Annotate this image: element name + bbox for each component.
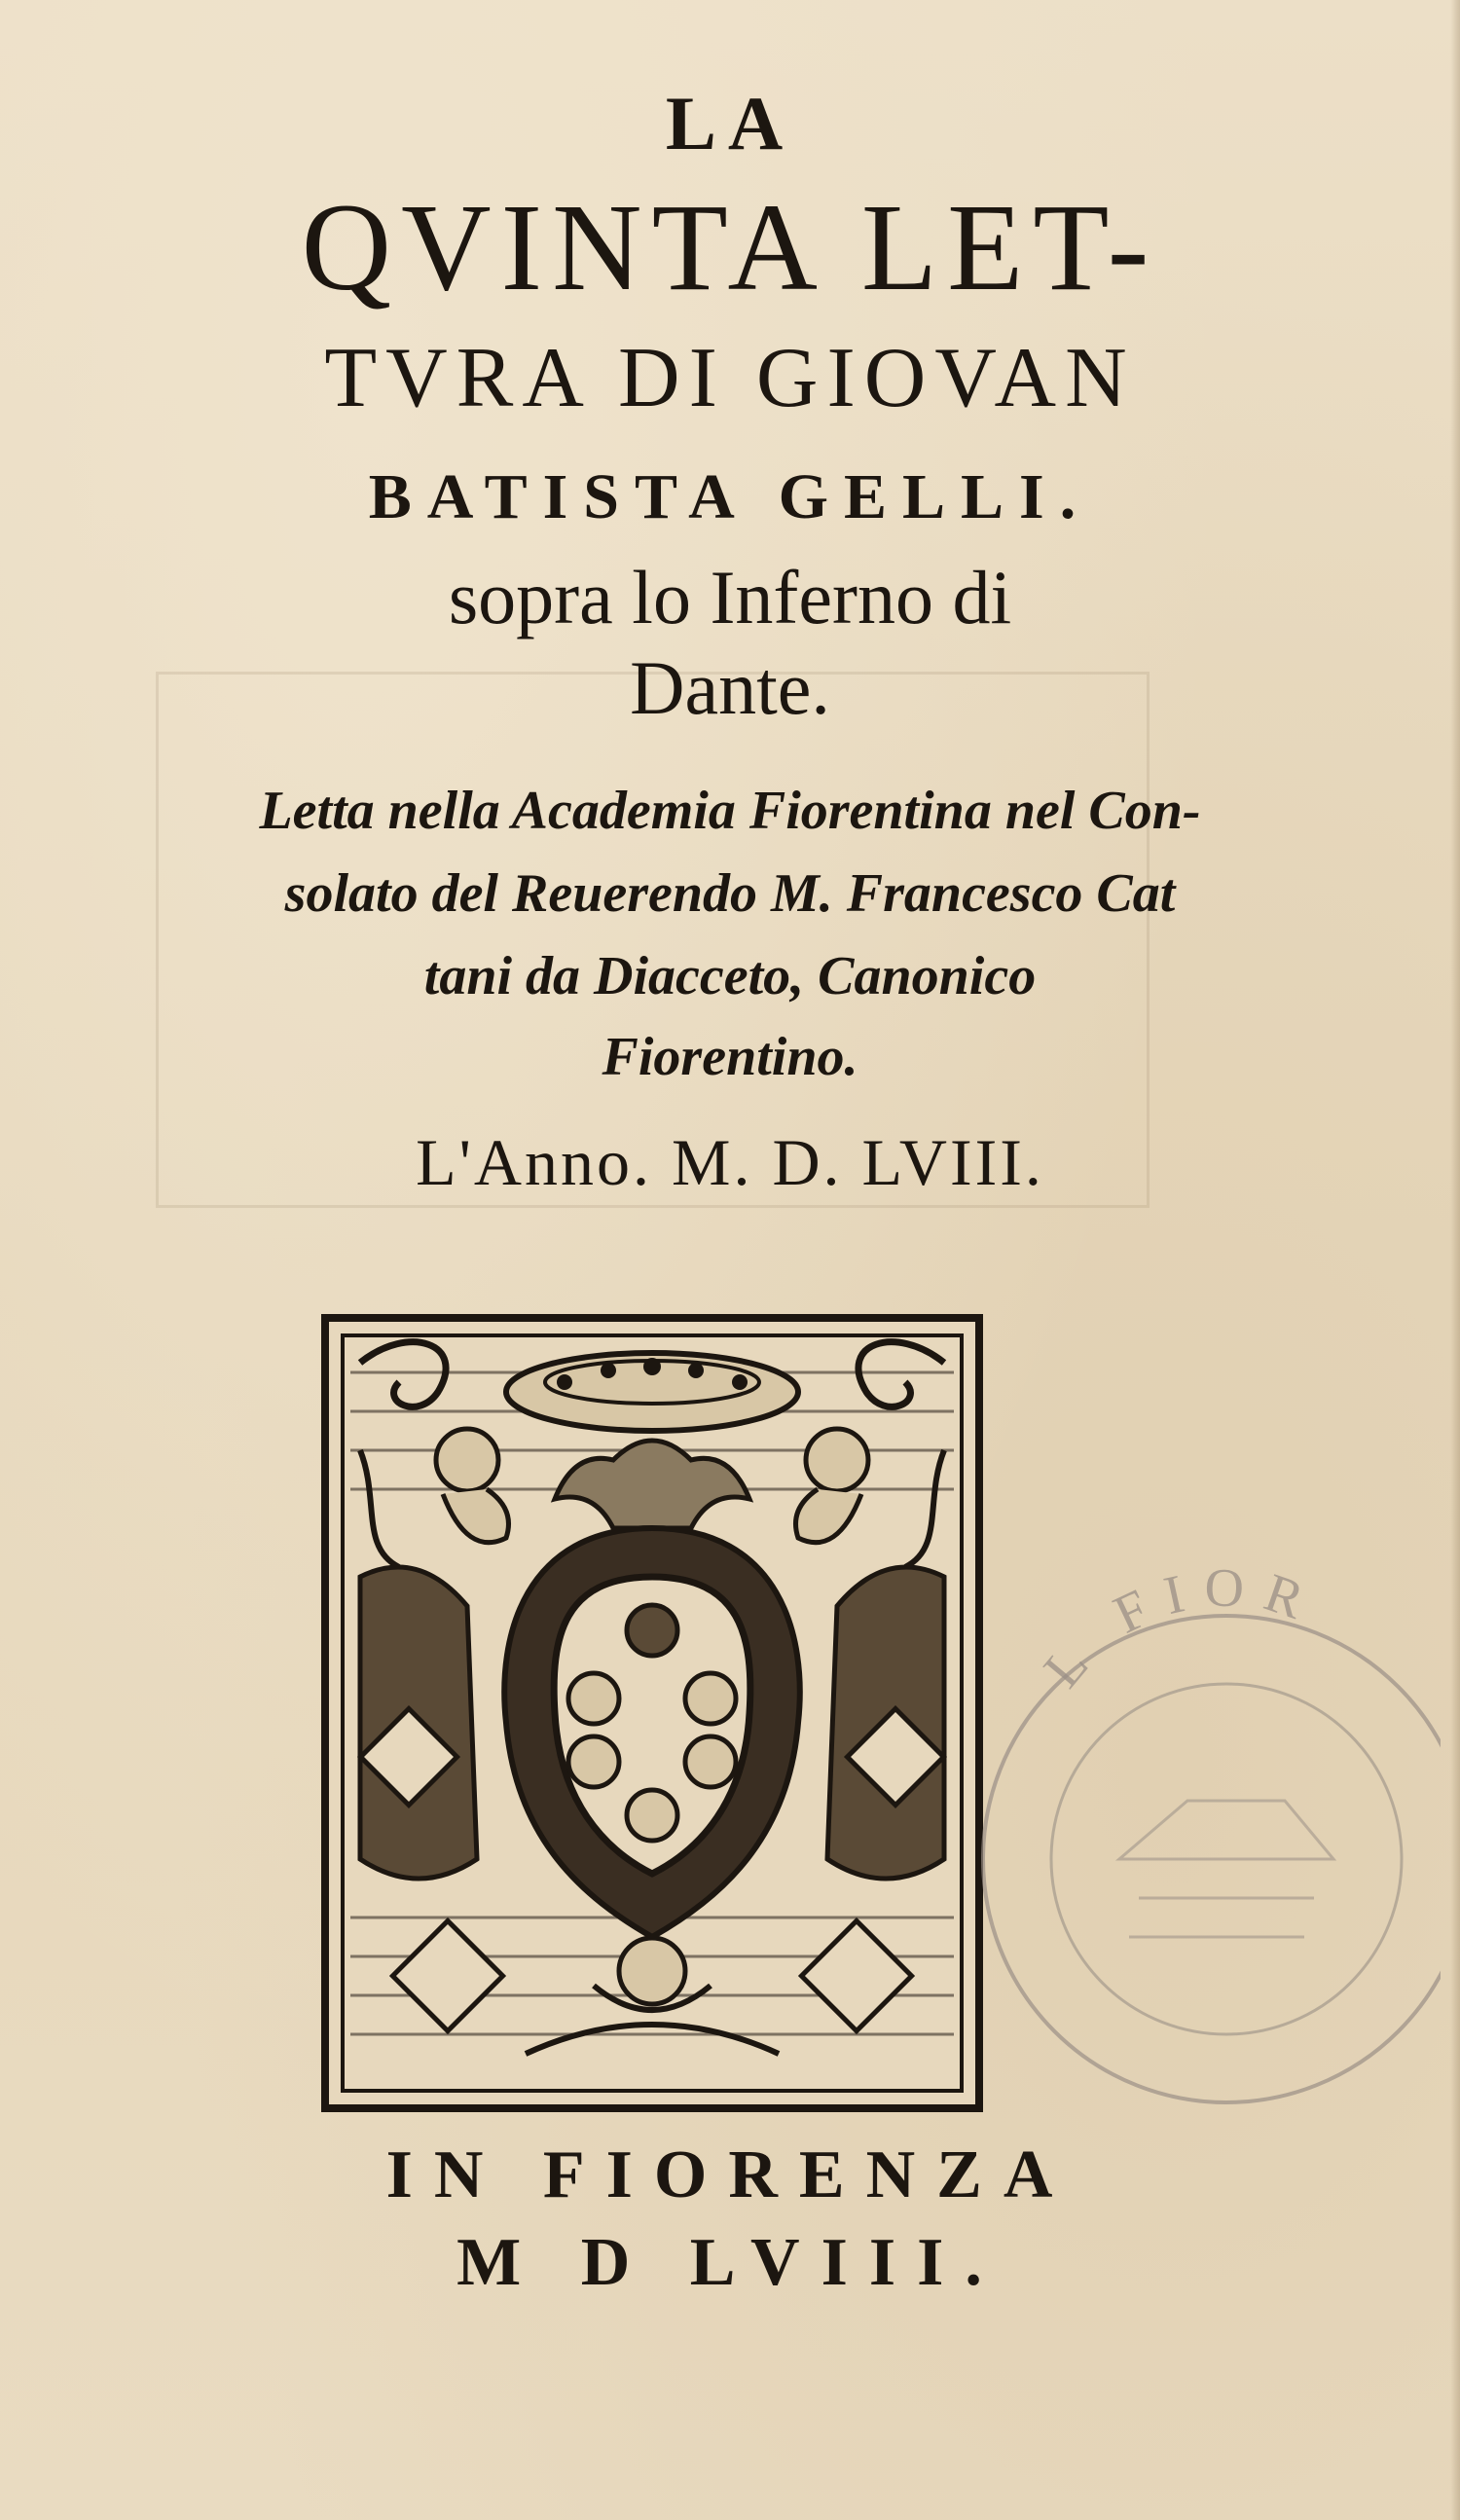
library-stamp: [973, 1567, 1441, 2151]
page-edge-shadow: [1450, 0, 1460, 2520]
svg-text:L FIOR: [1033, 1567, 1328, 1699]
medici-coat-of-arms-woodcut: [321, 1314, 983, 2112]
imprint-place: IN FIORENZA: [385, 2137, 1075, 2212]
subtitle-line-1: Letta nella Academia Fiorentina nel Con-: [259, 781, 1201, 841]
date-line: L'Anno. M. D. LVIII.: [416, 1125, 1044, 1199]
title-line-5: sopra lo Inferno di: [448, 555, 1012, 639]
title-line-1: LA: [665, 81, 795, 165]
imprint-year: M D LVIII.: [456, 2225, 1004, 2300]
title-line-2: QVINTA LET-: [301, 178, 1159, 316]
title-line-6: Dante.: [630, 645, 830, 730]
subtitle-line-4: Fiorentino.: [602, 1027, 858, 1087]
stamp-text: L FIOR: [1032, 1567, 1329, 1699]
title-line-4: BATISTA GELLI.: [368, 461, 1092, 532]
subtitle-line-3: tani da Diacceto, Canonico: [423, 946, 1037, 1006]
title-line-3: TVRA DI GIOVAN: [324, 331, 1136, 425]
subtitle-line-2: solato del Reuerendo M. Francesco Cat: [284, 863, 1176, 924]
